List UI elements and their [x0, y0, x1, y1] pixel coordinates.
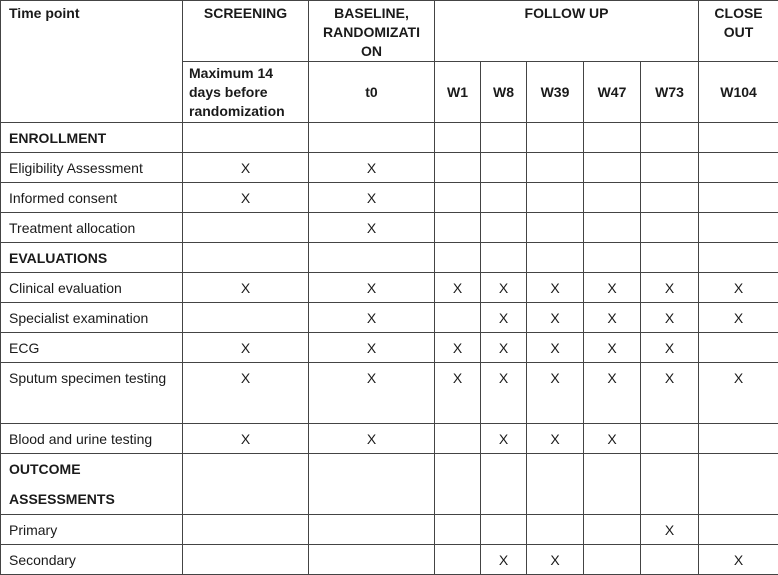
- table-cell: [435, 424, 481, 454]
- row-label: Secondary: [1, 545, 183, 575]
- table-cell: [527, 183, 584, 213]
- table-row: [1, 333, 778, 363]
- table-cell: [699, 424, 778, 454]
- table-cell: X: [309, 183, 435, 213]
- table-cell: X: [699, 273, 778, 303]
- row-label: Blood and urine testing: [1, 424, 183, 454]
- table-cell: [699, 454, 778, 515]
- table-cell: [641, 243, 699, 273]
- table-cell: X: [435, 333, 481, 363]
- table-cell: X: [481, 545, 527, 575]
- table-cell: X: [584, 424, 641, 454]
- table-cell: [183, 303, 309, 333]
- table-cell: [309, 243, 435, 273]
- table-cell: [435, 303, 481, 333]
- follow-up-header: FOLLOW UP: [435, 1, 699, 62]
- table-cell: X: [309, 333, 435, 363]
- row-label: Clinical evaluation: [1, 273, 183, 303]
- table-cell: X: [699, 303, 778, 333]
- row-label: Eligibility Assessment: [1, 153, 183, 183]
- table-cell: X: [435, 363, 481, 424]
- table-cell: [481, 213, 527, 243]
- table-cell: X: [527, 303, 584, 333]
- table-cell: X: [584, 363, 641, 424]
- table-row: [1, 363, 778, 424]
- table-cell: [584, 515, 641, 545]
- table-cell: X: [309, 424, 435, 454]
- table-cell: [699, 333, 778, 363]
- table-cell: X: [183, 424, 309, 454]
- table-cell: [435, 243, 481, 273]
- row-label: Specialist examination: [1, 303, 183, 333]
- table-row: [1, 515, 778, 545]
- table-cell: [481, 153, 527, 183]
- baseline-header: BASELINE, RANDOMIZATI ON: [309, 1, 435, 62]
- table-cell: [584, 545, 641, 575]
- table-row: [1, 545, 778, 575]
- table-cell: [641, 424, 699, 454]
- table-row: [1, 424, 778, 454]
- table-cell: [641, 213, 699, 243]
- table-cell: [183, 515, 309, 545]
- screening-header: SCREENING: [183, 1, 309, 62]
- table-cell: [699, 243, 778, 273]
- table-cell: [527, 153, 584, 183]
- table-cell: [641, 454, 699, 515]
- table-cell: X: [527, 273, 584, 303]
- table-cell: X: [641, 363, 699, 424]
- close-out-header: CLOSE OUT: [699, 1, 778, 62]
- table-cell: X: [183, 183, 309, 213]
- section-label: OUTCOME ASSESSMENTS: [1, 454, 183, 515]
- table-cell: [481, 123, 527, 153]
- table-cell: X: [641, 515, 699, 545]
- table-cell: X: [527, 424, 584, 454]
- table-cell: X: [183, 153, 309, 183]
- table-cell: [527, 123, 584, 153]
- table-cell: [481, 183, 527, 213]
- table-header: [1, 1, 778, 123]
- table-cell: [183, 454, 309, 515]
- table-cell: [584, 243, 641, 273]
- row-label: ECG: [1, 333, 183, 363]
- table-cell: X: [699, 545, 778, 575]
- table-cell: X: [183, 333, 309, 363]
- table-cell: [584, 183, 641, 213]
- table-cell: X: [481, 424, 527, 454]
- table-cell: [527, 243, 584, 273]
- table-cell: [183, 243, 309, 273]
- table-cell: [699, 123, 778, 153]
- table-cell: X: [481, 363, 527, 424]
- table-cell: [435, 454, 481, 515]
- table-cell: [584, 454, 641, 515]
- table-cell: X: [584, 303, 641, 333]
- table-row: [1, 273, 778, 303]
- table-cell: [527, 454, 584, 515]
- close-out-subheader: W104: [699, 62, 778, 123]
- table-cell: [641, 153, 699, 183]
- time-point-header: Time point: [1, 1, 183, 123]
- week-header: W47: [584, 62, 641, 123]
- table-cell: X: [481, 303, 527, 333]
- table-cell: X: [481, 333, 527, 363]
- table-cell: X: [641, 303, 699, 333]
- table-cell: X: [641, 273, 699, 303]
- table-cell: [584, 213, 641, 243]
- table-cell: X: [309, 153, 435, 183]
- table-cell: [183, 545, 309, 575]
- table-cell: X: [527, 363, 584, 424]
- table-cell: [527, 213, 584, 243]
- screening-subheader: Maximum 14 days before randomization: [183, 62, 309, 123]
- table-cell: [699, 213, 778, 243]
- table-cell: [641, 123, 699, 153]
- table-cell: [435, 123, 481, 153]
- table-cell: X: [309, 213, 435, 243]
- table-cell: X: [481, 273, 527, 303]
- row-label: Sputum specimen testing: [1, 363, 183, 424]
- table-cell: [481, 454, 527, 515]
- table-cell: [584, 123, 641, 153]
- table-cell: X: [309, 363, 435, 424]
- table-cell: [527, 515, 584, 545]
- table-cell: X: [183, 273, 309, 303]
- table-cell: [309, 545, 435, 575]
- table-cell: [641, 545, 699, 575]
- row-label: Treatment allocation: [1, 213, 183, 243]
- table-cell: [699, 515, 778, 545]
- table-cell: X: [183, 363, 309, 424]
- table-cell: [183, 123, 309, 153]
- table-cell: [699, 153, 778, 183]
- table-cell: [309, 123, 435, 153]
- table-cell: X: [309, 303, 435, 333]
- table-cell: [435, 153, 481, 183]
- week-header: W73: [641, 62, 699, 123]
- table-cell: X: [699, 363, 778, 424]
- table-cell: [183, 213, 309, 243]
- baseline-subheader: t0: [309, 62, 435, 123]
- table-cell: X: [584, 333, 641, 363]
- table-cell: [584, 153, 641, 183]
- section-label: EVALUATIONS: [1, 243, 183, 273]
- table-cell: [435, 515, 481, 545]
- table-cell: X: [641, 333, 699, 363]
- section-label: ENROLLMENT: [1, 123, 183, 153]
- table-cell: [435, 183, 481, 213]
- table-cell: X: [309, 273, 435, 303]
- week-header: W1: [435, 62, 481, 123]
- row-label: Informed consent: [1, 183, 183, 213]
- week-header: W8: [481, 62, 527, 123]
- table-cell: [435, 213, 481, 243]
- table-cell: X: [435, 273, 481, 303]
- table-cell: [435, 545, 481, 575]
- table-cell: [699, 183, 778, 213]
- section-row: [1, 123, 778, 153]
- section-row: [1, 243, 778, 273]
- section-row: [1, 454, 778, 515]
- table-cell: X: [527, 333, 584, 363]
- table-row: [1, 303, 778, 333]
- table-body: [1, 123, 778, 575]
- table-cell: X: [584, 273, 641, 303]
- table-cell: [641, 183, 699, 213]
- week-header: W39: [527, 62, 584, 123]
- header-row-1: [1, 1, 778, 62]
- table-cell: [309, 515, 435, 545]
- table-row: [1, 183, 778, 213]
- table-row: [1, 153, 778, 183]
- table-cell: [309, 454, 435, 515]
- row-label: Primary: [1, 515, 183, 545]
- table-cell: [481, 243, 527, 273]
- table-row: [1, 213, 778, 243]
- table-cell: [481, 515, 527, 545]
- table-cell: X: [527, 545, 584, 575]
